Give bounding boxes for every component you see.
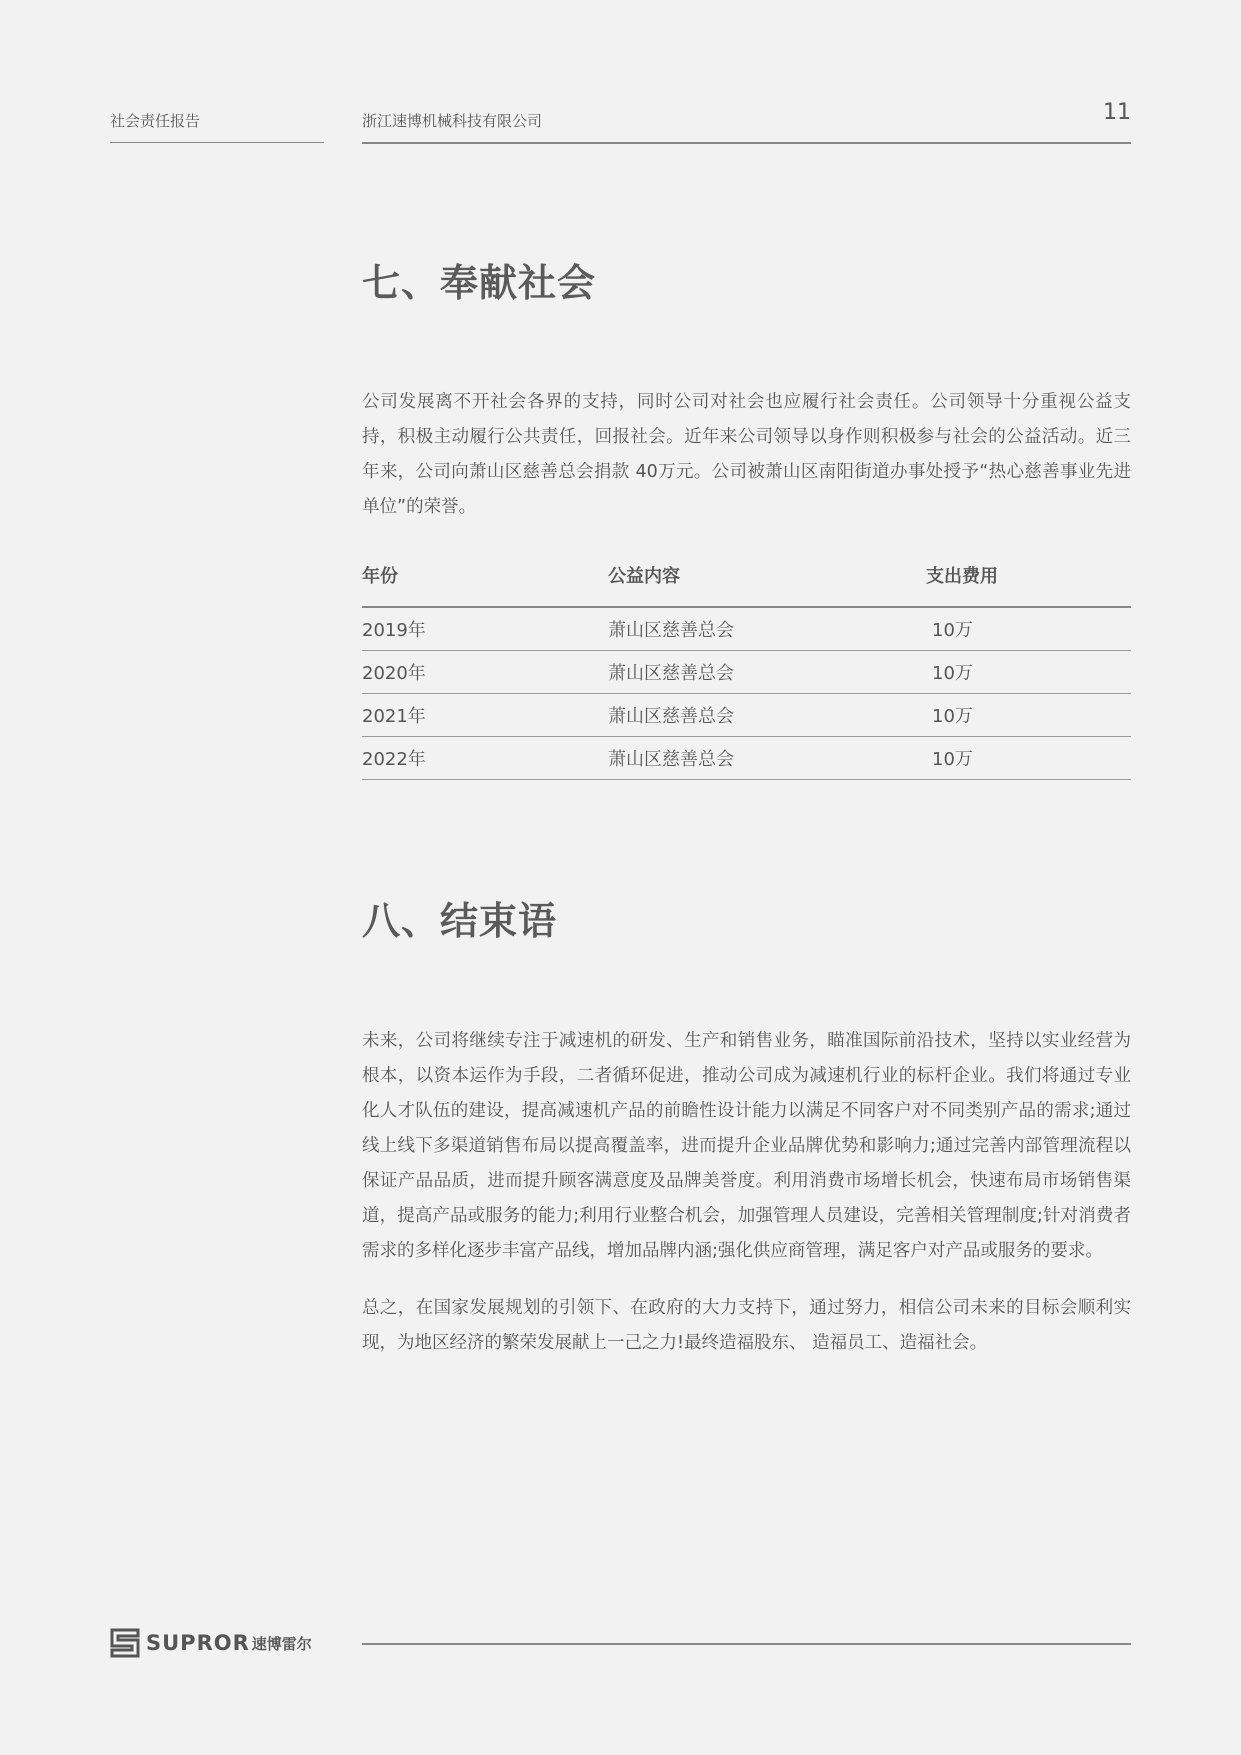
logo-chinese-name: 速博雷尔	[251, 1634, 312, 1653]
section-8-title: 八、结束语	[362, 899, 558, 943]
report-category-label: 社会责任报告	[110, 112, 201, 130]
section-8-body	[362, 1024, 1131, 1361]
column-header-year: 年份	[362, 562, 608, 607]
section-8-paragraph-1: 未来，公司将继续专注于减速机的研发、生产和销售业务，瞄准国际前沿技术，坚持以实业经营为根本，以资本运作为手段，二者循环促进，推动公司成为减速机行业的标杆企业。我们将通过专业化人才队伍的建设，提高减速机产品的前瞻性设计能力以满足不同客户对不同类别产品的需求;通过线上线下多渠道销售布局以提高覆盖率，进而提升企业品牌优势和影响力;通过完善内部管理流程以保证产品品质，进而提升顾客满意度及品牌美誉度。利用消费市场增长机会，快速布局市场销售渠道，提高产品或服务的能力;利用行业整合机会，加强管理人员建设，完善相关管理制度;针对消费者需求的多样化逐步丰富产品线，增加品牌内涵;强化供应商管理，满足客户对产品或服务的要求。	[362, 1031, 1131, 1261]
cell-content: 萧山区慈善总会	[608, 651, 926, 694]
table-row	[362, 694, 1131, 737]
section-7-body	[362, 385, 1131, 525]
supror-logo-icon	[110, 1628, 140, 1658]
section-7	[362, 252, 1131, 307]
column-header-content: 公益内容	[608, 562, 926, 607]
cell-expense: 10万	[926, 651, 1131, 694]
donation-table	[362, 562, 1131, 780]
column-header-expense: 支出费用	[926, 562, 1131, 607]
footer-divider	[362, 1643, 1131, 1645]
cell-year: 2020年	[362, 651, 608, 694]
cell-content: 萧山区慈善总会	[608, 737, 926, 780]
cell-year: 2022年	[362, 737, 608, 780]
cell-expense: 10万	[926, 694, 1131, 737]
section-7-paragraph: 公司发展离不开社会各界的支持，同时公司对社会也应履行社会责任。公司领导十分重视公益支持，积极主动履行公共责任，回报社会。近年来公司领导以身作则积极参与社会的公益活动。近三年来，公司向萧山区慈善总会捐款 40万元。公司被萧山区南阳街道办事处授予“热心慈善事业先进单位”的荣誉。	[362, 392, 1131, 517]
table-row	[362, 737, 1131, 780]
cell-expense: 10万	[926, 607, 1131, 651]
logo-wordmark: SUPROR	[146, 1631, 250, 1655]
section-7-title: 七、奉献社会	[362, 261, 597, 305]
cell-content: 萧山区慈善总会	[608, 607, 926, 651]
cell-expense: 10万	[926, 737, 1131, 780]
cell-content: 萧山区慈善总会	[608, 694, 926, 737]
header-left-divider	[110, 142, 324, 143]
table-header-row	[362, 562, 1131, 607]
cell-year: 2019年	[362, 607, 608, 651]
table-row	[362, 607, 1131, 651]
company-name: 浙江速博机械科技有限公司	[362, 112, 543, 130]
section-8	[362, 890, 1131, 945]
page-number: 11	[1103, 100, 1131, 125]
section-8-paragraph-2: 总之，在国家发展规划的引领下、在政府的大力支持下，通过努力，相信公司未来的目标会顺利实现，为地区经济的繁荣发展献上一己之力!最终造福股东、 造福员工、造福社会。	[362, 1298, 1131, 1353]
header-divider	[362, 142, 1131, 144]
table-row	[362, 651, 1131, 694]
donation-table-container	[362, 562, 1131, 780]
cell-year: 2021年	[362, 694, 608, 737]
supror-logo	[110, 1628, 312, 1658]
